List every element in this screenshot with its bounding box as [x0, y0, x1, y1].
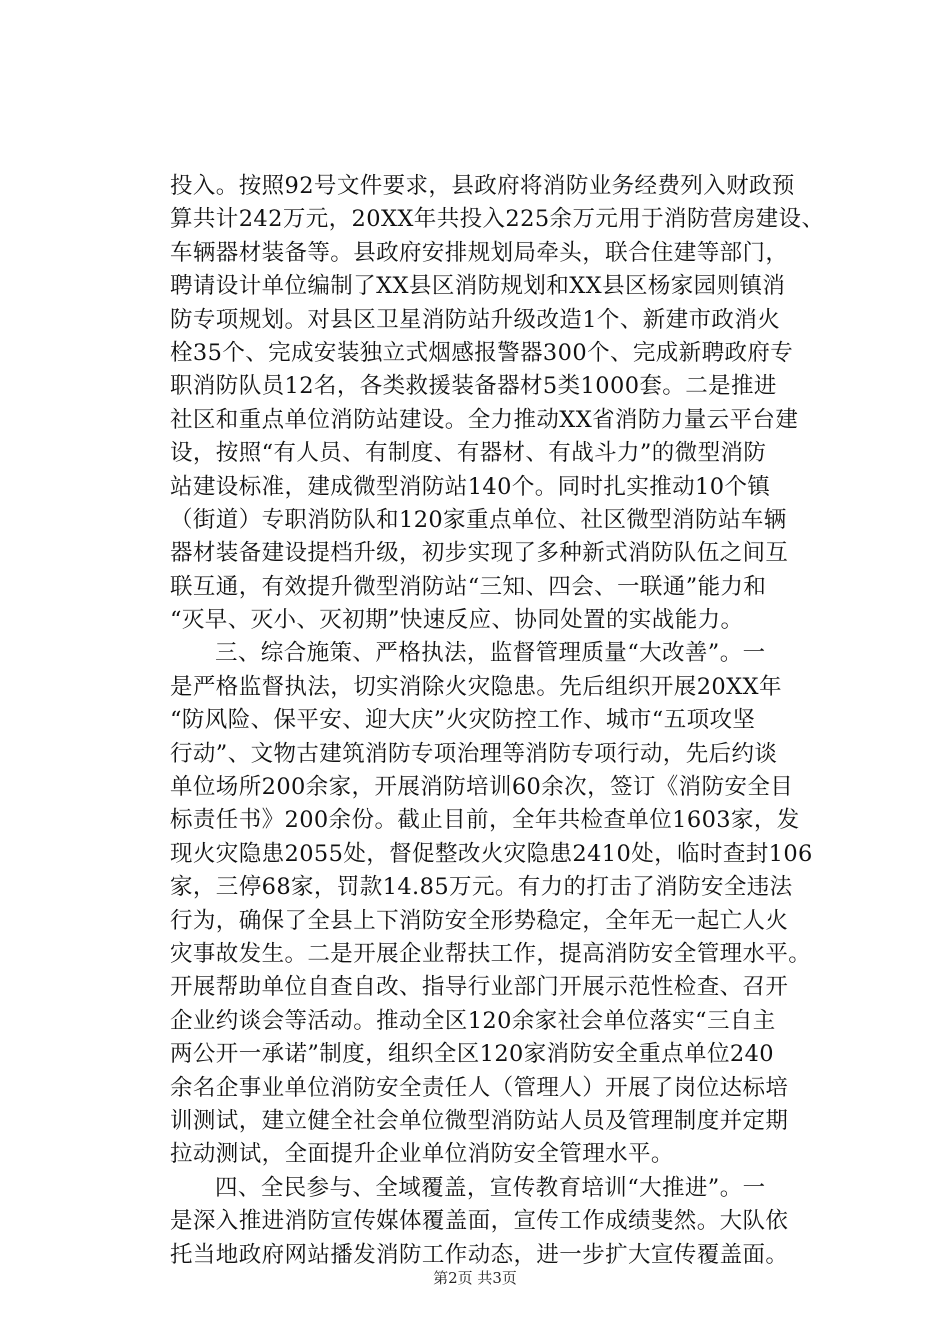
- text-line: 算共计242万元，20XX年共投入225余万元用于消防营房建设、: [170, 206, 825, 233]
- text-line: 器材装备建设提档升级，初步实现了多种新式消防队伍之间互: [170, 540, 789, 567]
- text-line: 现火灾隐患2055处，督促整改火灾隐患2410处，临时查封106: [170, 840, 813, 867]
- text-line: （街道）专职消防队和120家重点单位、社区微型消防站车辆: [170, 506, 787, 533]
- text-line: 单位场所200余家，开展消防培训60余次，签订《消防安全目: [170, 774, 794, 801]
- paragraph-start-line: 四、全民参与、全域覆盖，宣传教育培训“大推进”。一: [215, 1174, 766, 1201]
- text-line: 联互通，有效提升微型消防站“三知、四会、一联通”能力和: [170, 573, 767, 600]
- text-line: 训测试，建立健全社会单位微型消防站人员及管理制度并定期: [170, 1107, 789, 1134]
- text-line: 拉动测试，全面提升企业单位消防安全管理水平。: [170, 1141, 674, 1168]
- text-line: 灾事故发生。二是开展企业帮扶工作，提高消防安全管理水平。: [170, 940, 812, 967]
- text-line: 站建设标准，建成微型消防站140个。同时扎实推动10个镇: [170, 473, 771, 500]
- text-line: 社区和重点单位消防站建设。全力推动XX省消防力量云平台建: [170, 406, 799, 433]
- text-line: 托当地政府网站播发消防工作动态，进一步扩大宣传覆盖面。: [170, 1241, 789, 1268]
- text-line: 是深入推进消防宣传媒体覆盖面，宣传工作成绩斐然。大队依: [170, 1208, 789, 1235]
- text-line: 聘请设计单位编制了XX县区消防规划和XX县区杨家园则镇消: [170, 273, 786, 300]
- text-line: “灭早、灭小、灭初期”快速反应、协同处置的实战能力。: [170, 607, 744, 634]
- document-body: [170, 170, 850, 1272]
- text-line: “防风险、保平安、迎大庆”火灾防控工作、城市“五项攻坚: [170, 707, 756, 734]
- text-line: 行为，确保了全县上下消防安全形势稳定，全年无一起亡人火: [170, 907, 789, 934]
- text-line: 车辆器材装备等。县政府安排规划局牵头，联合住建等部门，: [170, 239, 789, 266]
- text-line: 栓35个、完成安装独立式烟感报警器300个、完成新聘政府专: [170, 339, 794, 366]
- text-line: 防专项规划。对县区卫星消防站升级改造1个、新建市政消火: [170, 306, 781, 333]
- text-line: 是严格监督执法，切实消除火灾隐患。先后组织开展20XX年: [170, 673, 782, 700]
- paragraph-start-line: 三、综合施策、严格执法，监督管理质量“大改善”。一: [215, 640, 766, 667]
- text-line: 企业约谈会等活动。推动全区120余家社会单位落实“三自主: [170, 1007, 776, 1034]
- text-line: 设，按照“有人员、有制度、有器材、有战斗力”的微型消防: [170, 440, 767, 467]
- text-line: 标责任书》200余份。截止目前，全年共检查单位1603家，发: [170, 807, 800, 834]
- text-line: 余名企事业单位消防安全责任人（管理人）开展了岗位达标培: [170, 1074, 789, 1101]
- text-line: 投入。按照92号文件要求，县政府将消防业务经费列入财政预: [170, 173, 795, 199]
- text-line: 开展帮助单位自查自改、指导行业部门开展示范性检查、召开: [170, 974, 789, 1001]
- text-line: 职消防队员12名，各类救援装备器材5类1000套。二是推进: [170, 373, 777, 400]
- text-line: 两公开一承诺”制度，组织全区120家消防安全重点单位240: [170, 1041, 774, 1068]
- text-line: 家，三停68家，罚款14.85万元。有力的打击了消防安全违法: [170, 874, 793, 901]
- text-line: 行动”、文物古建筑消防专项治理等消防专项行动，先后约谈: [170, 740, 778, 767]
- page-number-footer: 第2页 共3页: [433, 1269, 517, 1287]
